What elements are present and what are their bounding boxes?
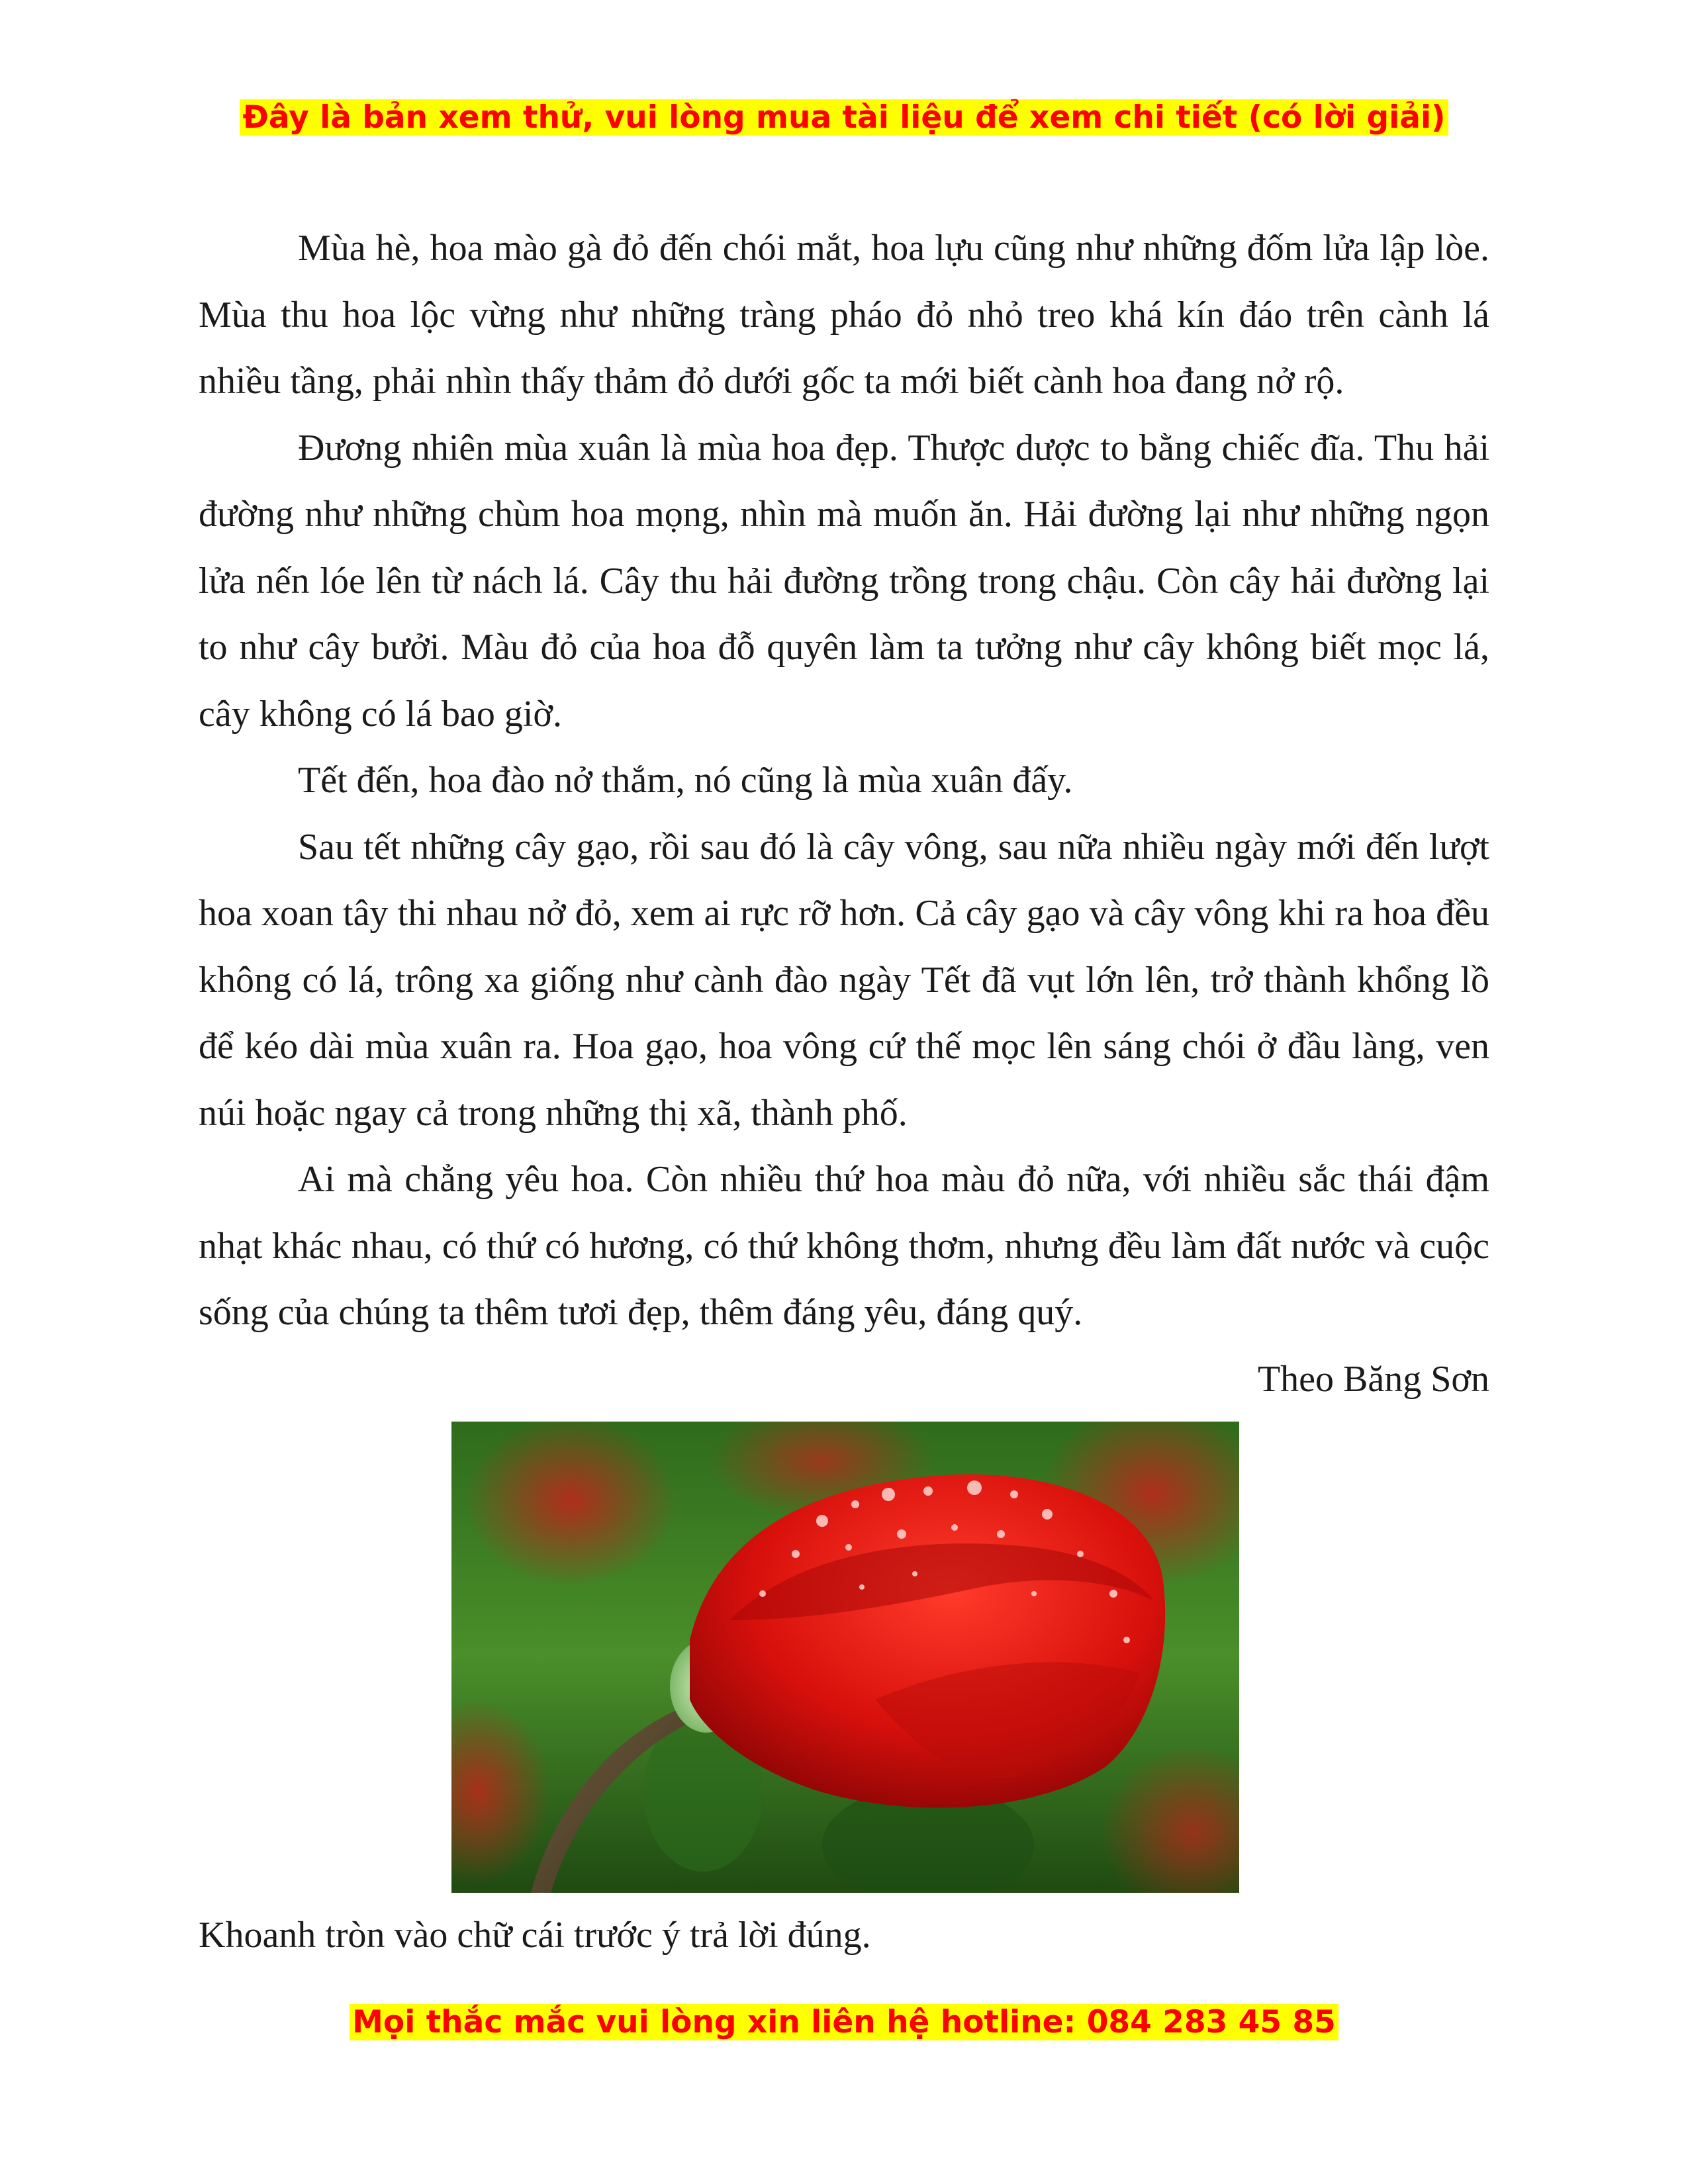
paragraph-conclusion: Ai mà chẳng yêu hoa. Còn nhiều thứ hoa màu đỏ nữa, với nhiều sắc thái đậm nhạt khác nhau, có thứ có hương, có thứ không thơm, nhưng đều làm đất nước và cuộc sống của chúng ta thêm tươi đẹp, thêm đáng yêu, đáng quý. <box>199 1159 1489 1333</box>
paragraph-tet: Tết đến, hoa đào nở thắm, nó cũng là mùa xuân đấy. <box>298 760 1073 801</box>
tulip-illustration <box>451 1422 1239 1893</box>
paragraph-after-tet: Sau tết những cây gạo, rồi sau đó là cây vông, sau nữa nhiều ngày mới đến lượt hoa xoan tây thi nhau nở đỏ, xem ai rực rỡ hơn. Cả cây gạo và cây vông khi ra hoa đều không có lá, trông xa giống như cành đào ngày Tết đã vụt lớn lên, trở thành khổng lồ để kéo dài mùa xuân ra. Hoa gạo, hoa vông cứ thế mọc lên sáng chói ở đầu làng, ven núi hoặc ngay cả trong những thị xã, thành phố. <box>199 826 1489 1134</box>
red-tulip-photo <box>451 1422 1239 1893</box>
header-preview-banner <box>0 98 1688 138</box>
document-body <box>199 215 1489 1969</box>
footer-hotline-banner <box>0 2003 1688 2042</box>
paragraph-spring-flowers: Đương nhiên mùa xuân là mùa hoa đẹp. Thược dược to bằng chiếc đĩa. Thu hải đường như những chùm hoa mọng, nhìn mà muốn ăn. Hải đường lại như những ngọn lửa nến lóe lên từ nách lá. Cây thu hải đường trồng trong chậu. Còn cây hải đường lại to như cây bưởi. Màu đỏ của hoa đỗ quyên làm ta tưởng như cây không biết mọc lá, cây không có lá bao giờ. <box>199 427 1489 735</box>
paragraph-summer-autumn: Mùa hè, hoa mào gà đỏ đến chói mắt, hoa lựu cũng như những đốm lửa lập lòe. Mùa thu hoa lộc vừng như những tràng pháo đỏ nhỏ treo khá kín đáo trên cành lá nhiều tầng, phải nhìn thấy thảm đỏ dưới gốc ta mới biết cành hoa đang nở rộ. <box>199 228 1489 402</box>
header-preview-text: Đây là bản xem thử, vui lòng mua tài liệu để xem chi tiết (có lời giải) <box>240 99 1448 136</box>
author-credit: Theo Băng Sơn <box>1257 1358 1489 1400</box>
footer-hotline-text: Mọi thắc mắc vui lòng xin liên hệ hotline: 084 283 45 85 <box>350 2004 1338 2040</box>
question-instruction: Khoanh tròn vào chữ cái trước ý trả lời đúng. <box>199 1915 871 1956</box>
